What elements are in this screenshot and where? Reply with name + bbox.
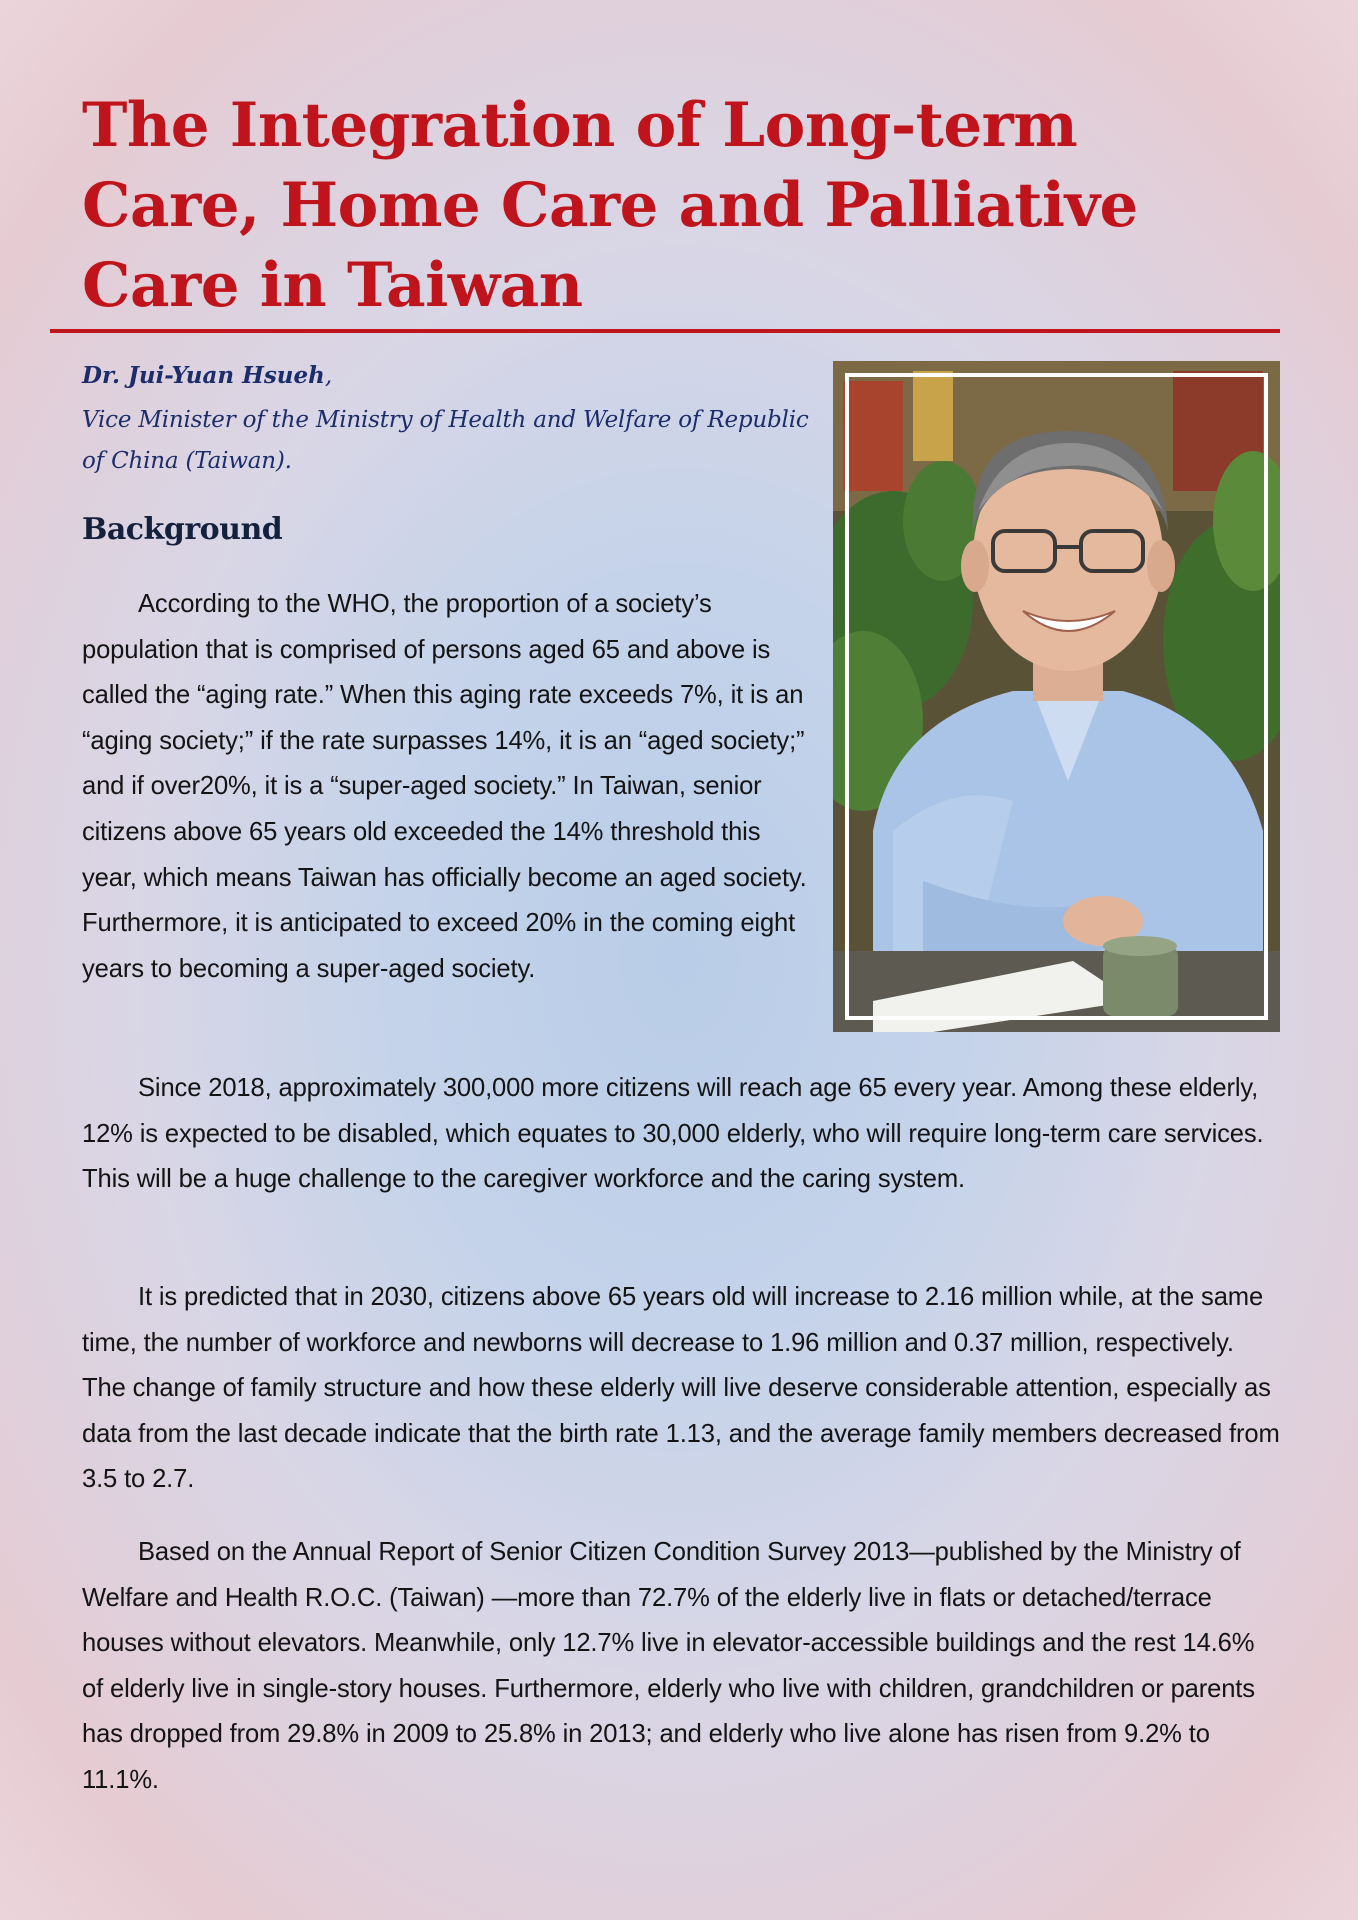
- author-name-suffix: ,: [324, 363, 333, 389]
- paragraph-3: It is predicted that in 2030, citizens above 65 years old will increase to 2.16 million while, at the same time, the number of workforce and newborns will decrease to 1.96 million and 0.37 million, respectively. The change of family structure and how these elderly will live deserve considerable attention, especially as data from the last decade indicate that the birth rate 1.13, and the average family members decreased from 3.5 to 2.7.: [82, 1283, 1280, 1494]
- author-photo: [833, 361, 1280, 1032]
- paragraph-2: Since 2018, approximately 300,000 more citizens will reach age 65 every year. Among these elderly, 12% is expected to be disabled, which equates to 30,000 elderly, who will require long-term care services. This will be a huge challenge to the caregiver workforce and the caring system.: [82, 1074, 1264, 1194]
- author-name-text: Dr. Jui-Yuan Hsueh: [82, 362, 325, 389]
- author-name: [82, 360, 332, 392]
- portrait-illustration: [833, 361, 1280, 1032]
- author-role: Vice Minister of the Ministry of Health and Welfare of Republic of China (Taiwan).: [82, 407, 809, 474]
- paragraph-1: According to the WHO, the proportion of a society’s population that is comprised of persons aged 65 and above is called the “aging rate.” When this aging rate exceeds 7%, it is an “aging society;” if the rate surpasses 14%, it is an “aged society;” and if over20%, it is a “super-aged society.” In Taiwan, senior citizens above 65 years old exceeded the 14% threshold this year, which means Taiwan has officially become an aged society. Furthermore, it is anticipated to exceed 20% in the coming eight years to becoming a super-aged society.: [82, 590, 807, 983]
- section-heading: Background: [82, 512, 283, 547]
- article-title: The Integration of Long-term Care, Home Care and Palliative Care in Taiwan: [82, 90, 1138, 321]
- paragraph-4: Based on the Annual Report of Senior Citizen Condition Survey 2013—published by the Ministry of Welfare and Health R.O.C. (Taiwan) —more than 72.7% of the elderly live in flats or detached/terrace houses without elevators. Meanwhile, only 12.7% live in elevator-accessible buildings and the rest 14.6% of elderly live in single-story houses. Furthermore, elderly who live with children, grandchildren or parents has dropped from 29.8% in 2009 to 25.8% in 2013; and elderly who live alone has risen from 9.2% to 11.1%.: [82, 1538, 1255, 1794]
- title-divider: [50, 329, 1280, 333]
